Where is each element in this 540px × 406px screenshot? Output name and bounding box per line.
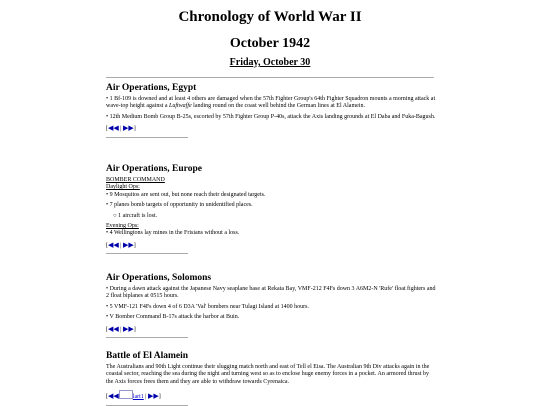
nav-sep: |: [120, 242, 122, 249]
section-egypt: [106, 83, 436, 138]
paragraph: • V Bomber Command B-17s attack the harbor at Buin.: [106, 314, 240, 321]
next-link[interactable]: ▶▶: [122, 124, 134, 133]
section-solomons: [106, 273, 436, 338]
image-alt-text: lart1: [132, 394, 144, 401]
paragraph: [106, 96, 436, 111]
broken-image-icon: [119, 390, 133, 399]
paragraph: • 4 Wellingtons lay mines in the Frisians without a loss.: [106, 230, 240, 237]
nav-links: [◀◀ | ▶▶]: [106, 124, 136, 133]
nav-links: [◀◀ lart1 | ▶▶]: [106, 392, 161, 401]
section-heading: Air Operations, Egypt: [106, 83, 197, 93]
paragraph: • 5 VMF-121 F4Fs down 4 of 6 D3A 'Val' bombers near Tulagi Island at 1400 hours.: [106, 303, 309, 310]
next-link[interactable]: ▶▶: [122, 240, 134, 249]
date-heading: Friday, October 30: [229, 57, 311, 68]
paragraph: • 7 planes bomb targets of opportunity in unidentified places.: [106, 202, 253, 209]
prev-link[interactable]: ◀◀: [108, 124, 119, 133]
prev-link[interactable]: ◀◀: [108, 324, 119, 333]
subheading: Evening Ops:: [106, 223, 139, 230]
paragraph: • 9 Mosquitos are sent out, but none reach their designated targets.: [106, 191, 266, 198]
prev-link[interactable]: ◀◀: [108, 392, 119, 401]
paragraph: ○ 1 aircraft is lost.: [113, 212, 158, 219]
subheading: Daylight Ops:: [106, 184, 140, 191]
italic-text: Luftwaffe: [168, 103, 192, 110]
month-title: October 1942: [229, 36, 311, 51]
nav-links: [◀◀ | ▶▶]: [106, 240, 136, 249]
paragraph: • 12th Medium Bomb Group B-25s, escorted by 57th Fighter Group P-40s, attack the Axis landing grounds at El Daba and Fuka-Bagush.: [106, 113, 436, 120]
prev-link[interactable]: ◀◀: [108, 240, 119, 249]
page-title: Chronology of World War II: [178, 9, 362, 25]
section-divider: [106, 337, 188, 338]
nav-sep: |: [120, 126, 122, 133]
paragraph: The Australians and 90th Light continue their slugging match north and east of Tell el Eisa. The Australian 9th Div attacks again in the coastal sector, reaching the sea during the night and turning west so as to enclose huge enemy forces in a pocket. An armored thrust by the Axis forces frees them and they are able to withdraw towards Cyrenaica.: [106, 364, 430, 385]
section-divider: [106, 253, 188, 254]
section-heading: Battle of El Alamein: [106, 351, 189, 361]
text: landing round on the coast well behind the German lines at El Alamein.: [191, 103, 365, 110]
section-divider: [106, 137, 188, 138]
section-europe: [106, 164, 436, 254]
image-link[interactable]: [119, 394, 147, 401]
paragraph: • During a dawn attack against the Japanese Navy seaplane base at Rekata Bay, VMF-212 F4Fs down 3 A6M2-N 'Rufe' float fighters and 2 float biplanes at 0515 hours.: [106, 286, 436, 300]
section-heading: Air Operations, Solomons: [106, 273, 212, 283]
nav-links: [◀◀ | ▶▶]: [106, 324, 136, 333]
nav-sep: |: [120, 326, 122, 333]
next-link[interactable]: ▶▶: [147, 392, 159, 401]
divider: [106, 77, 434, 78]
section-heading: Air Operations, Europe: [106, 164, 202, 174]
section-alamein: [106, 351, 436, 406]
text: • 1 Bf-109 is downed and at least 4 others are damaged when the 57th Fighter Group's 64th Fighter Squadron mounts a morning attack at wave-top height against a: [106, 96, 436, 110]
next-link[interactable]: ▶▶: [122, 324, 134, 333]
nav-sep: |: [145, 394, 147, 401]
subheading: BOMBER COMMAND: [106, 177, 165, 183]
